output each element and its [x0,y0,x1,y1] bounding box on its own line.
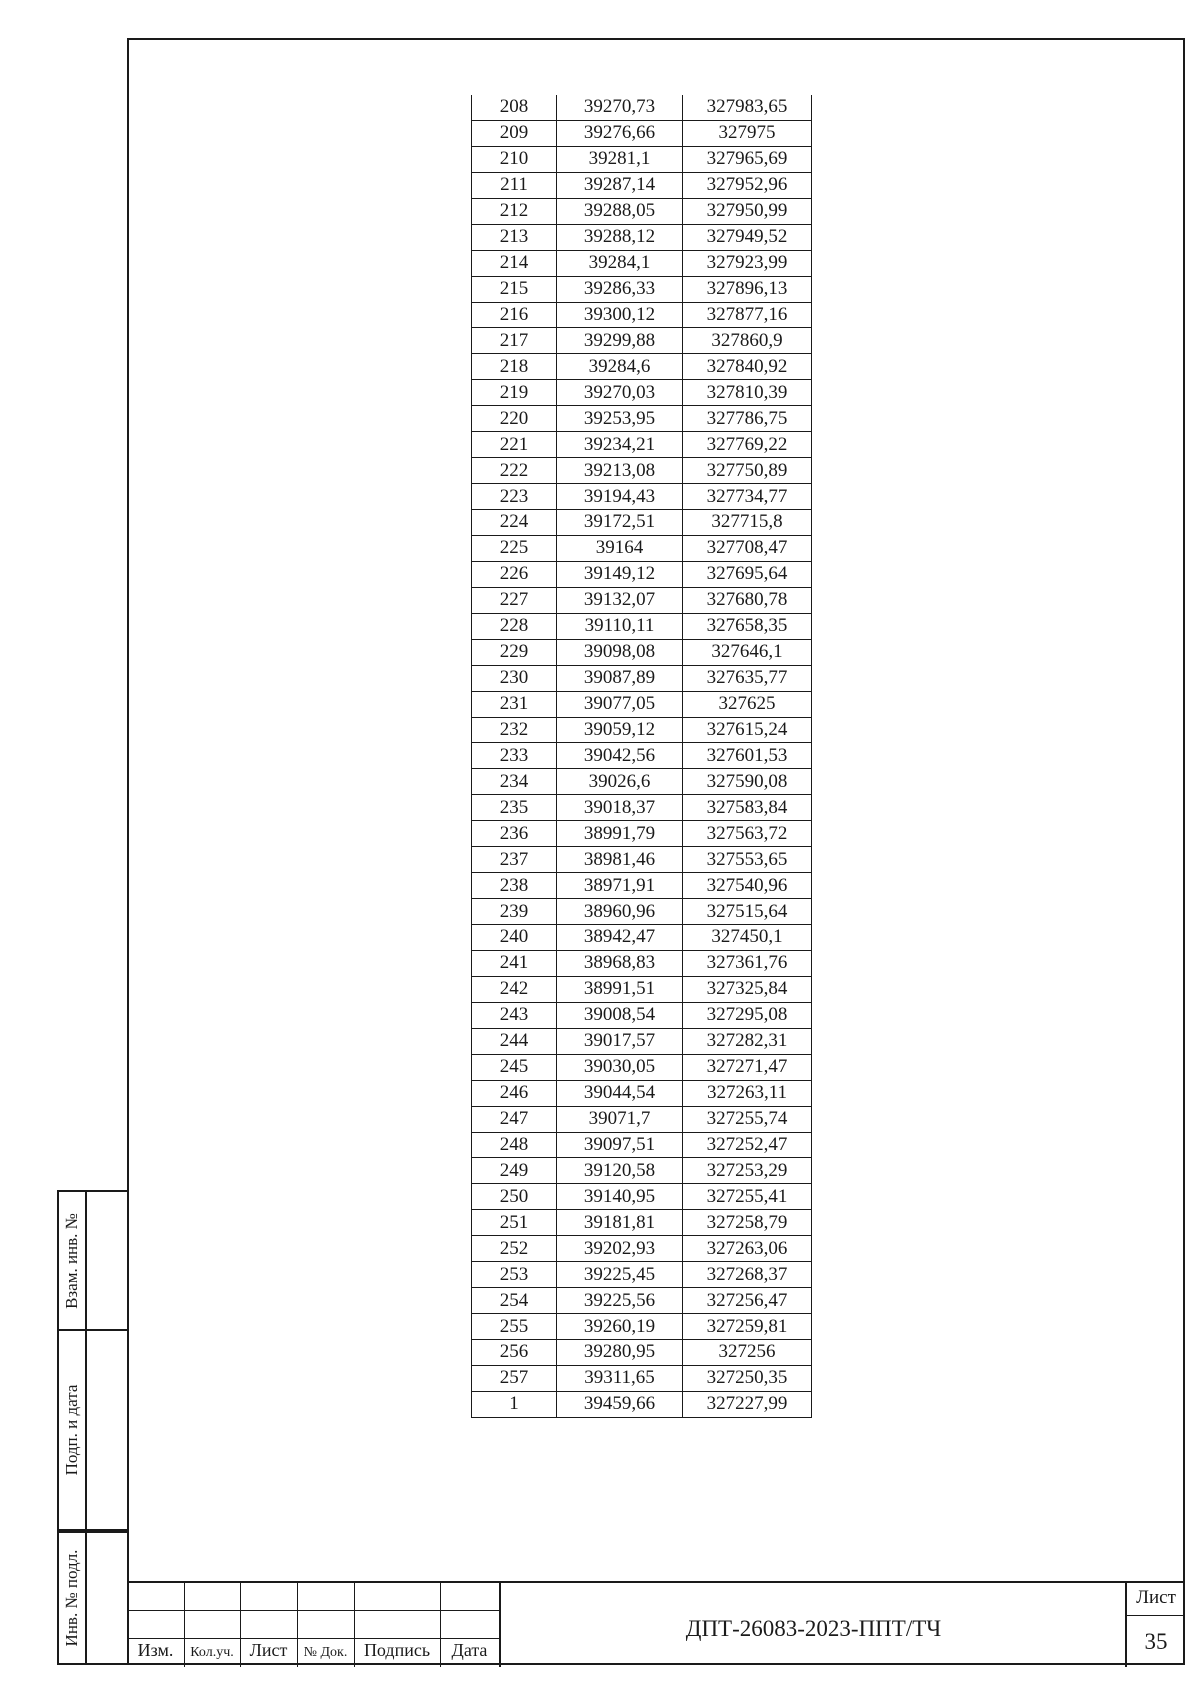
table-row [472,458,812,484]
table-row [472,639,812,665]
y-coordinate: 327282,31 [683,1028,812,1054]
side-label-exchange-inv: Взам. инв. № [62,1212,81,1309]
x-coordinate: 39288,12 [557,224,683,250]
table-row [472,613,812,639]
point-number: 231 [472,691,557,717]
point-number: 254 [472,1288,557,1314]
y-coordinate: 327923,99 [683,250,812,276]
x-coordinate: 39110,11 [557,613,683,639]
y-coordinate: 327325,84 [683,976,812,1002]
y-coordinate: 327263,11 [683,1080,812,1106]
y-coordinate: 327259,81 [683,1314,812,1340]
y-coordinate: 327255,74 [683,1106,812,1132]
point-number: 211 [472,172,557,198]
y-coordinate: 327715,8 [683,510,812,536]
x-coordinate: 39018,37 [557,795,683,821]
point-number: 240 [472,925,557,951]
x-coordinate: 39300,12 [557,302,683,328]
y-coordinate: 327271,47 [683,1054,812,1080]
table-row [472,302,812,328]
point-number: 249 [472,1158,557,1184]
table-row [472,1236,812,1262]
y-coordinate: 327840,92 [683,354,812,380]
y-coordinate: 327268,37 [683,1262,812,1288]
x-coordinate: 39459,66 [557,1391,683,1417]
y-coordinate: 327515,64 [683,899,812,925]
table-row [472,1002,812,1028]
x-coordinate: 38981,46 [557,847,683,873]
x-coordinate: 38942,47 [557,925,683,951]
side-cell-orig-inv [59,1533,87,1663]
y-coordinate: 327695,64 [683,561,812,587]
table-row [472,1158,812,1184]
stamp-row-line-2 [127,1638,500,1639]
x-coordinate: 39234,21 [557,432,683,458]
x-coordinate: 39042,56 [557,743,683,769]
y-coordinate: 327860,9 [683,328,812,354]
point-number: 216 [472,302,557,328]
x-coordinate: 39299,88 [557,328,683,354]
point-number: 242 [472,976,557,1002]
table-row [472,743,812,769]
x-coordinate: 39260,19 [557,1314,683,1340]
side-label-sign-date: Подп. и дата [62,1384,81,1476]
point-number: 209 [472,120,557,146]
point-number: 221 [472,432,557,458]
point-number: 247 [472,1106,557,1132]
stamp-doc-no: № Док. [303,1645,348,1660]
table-row [472,120,812,146]
y-coordinate: 327252,47 [683,1132,812,1158]
table-row [472,1391,812,1417]
table-row [472,976,812,1002]
table-row [472,795,812,821]
x-coordinate: 39311,65 [557,1365,683,1391]
point-number: 236 [472,821,557,847]
y-coordinate: 327553,65 [683,847,812,873]
coordinates-table [471,95,812,1418]
y-coordinate: 327361,76 [683,950,812,976]
y-coordinate: 327590,08 [683,769,812,795]
x-coordinate: 39284,6 [557,354,683,380]
table-row [472,950,812,976]
point-number: 224 [472,510,557,536]
point-number: 235 [472,795,557,821]
x-coordinate: 38991,79 [557,821,683,847]
point-number: 243 [472,1002,557,1028]
y-coordinate: 327255,41 [683,1184,812,1210]
table-row [472,1314,812,1340]
y-coordinate: 327952,96 [683,172,812,198]
x-coordinate: 39281,1 [557,146,683,172]
y-coordinate: 327658,35 [683,613,812,639]
x-coordinate: 39253,95 [557,406,683,432]
y-coordinate: 327256 [683,1340,812,1366]
x-coordinate: 39172,51 [557,510,683,536]
table-row [472,899,812,925]
document-designation: ДПТ-26083-2023-ППТ/ТЧ [685,1616,942,1641]
table-row [472,510,812,536]
point-number: 223 [472,484,557,510]
x-coordinate: 38971,91 [557,873,683,899]
side-cell-sign-date [59,1331,87,1529]
point-number: 214 [472,250,557,276]
y-coordinate: 327615,24 [683,717,812,743]
point-number: 225 [472,535,557,561]
table-row [472,717,812,743]
table-row [472,1028,812,1054]
table-row [472,1184,812,1210]
table-row [472,146,812,172]
x-coordinate: 39280,95 [557,1340,683,1366]
table-row [472,1210,812,1236]
y-coordinate: 327950,99 [683,198,812,224]
table-row [472,484,812,510]
point-number: 244 [472,1028,557,1054]
x-coordinate: 39181,81 [557,1210,683,1236]
x-coordinate: 39132,07 [557,587,683,613]
y-coordinate: 327295,08 [683,1002,812,1028]
table-row [472,587,812,613]
table-row [472,769,812,795]
x-coordinate: 39087,89 [557,665,683,691]
y-coordinate: 327256,47 [683,1288,812,1314]
y-coordinate: 327583,84 [683,795,812,821]
x-coordinate: 39059,12 [557,717,683,743]
point-number: 220 [472,406,557,432]
y-coordinate: 327625 [683,691,812,717]
x-coordinate: 39270,73 [557,95,683,120]
point-number: 255 [472,1314,557,1340]
title-block [127,1581,1185,1665]
side-block-orig-inv [57,1531,127,1665]
x-coordinate: 39194,43 [557,484,683,510]
x-coordinate: 39270,03 [557,380,683,406]
stamp-kol-uch: Кол.уч. [190,1645,234,1660]
table-row [472,1262,812,1288]
table-row [472,406,812,432]
y-coordinate: 327965,69 [683,146,812,172]
x-coordinate: 39008,54 [557,1002,683,1028]
y-coordinate: 327975 [683,120,812,146]
sheet-separator [1127,1615,1185,1616]
table-row [472,1365,812,1391]
table-row [472,172,812,198]
point-number: 256 [472,1340,557,1366]
x-coordinate: 39225,45 [557,1262,683,1288]
table-row [472,1132,812,1158]
point-number: 208 [472,95,557,120]
coordinates-table-body [472,95,812,1417]
table-row [472,432,812,458]
x-coordinate: 39030,05 [557,1054,683,1080]
point-number: 1 [472,1391,557,1417]
point-number: 234 [472,769,557,795]
y-coordinate: 327227,99 [683,1391,812,1417]
x-coordinate: 39164 [557,535,683,561]
point-number: 210 [472,146,557,172]
y-coordinate: 327680,78 [683,587,812,613]
table-row [472,198,812,224]
point-number: 233 [472,743,557,769]
point-number: 251 [472,1210,557,1236]
y-coordinate: 327896,13 [683,276,812,302]
table-row [472,95,812,120]
table-row [472,1080,812,1106]
y-coordinate: 327769,22 [683,432,812,458]
y-coordinate: 327450,1 [683,925,812,951]
x-coordinate: 39044,54 [557,1080,683,1106]
point-number: 232 [472,717,557,743]
x-coordinate: 39098,08 [557,639,683,665]
x-coordinate: 38968,83 [557,950,683,976]
point-number: 212 [472,198,557,224]
table-row [472,535,812,561]
table-row [472,328,812,354]
table-row [472,1054,812,1080]
x-coordinate: 39149,12 [557,561,683,587]
point-number: 228 [472,613,557,639]
point-number: 217 [472,328,557,354]
table-row [472,691,812,717]
table-row [472,276,812,302]
y-coordinate: 327540,96 [683,873,812,899]
y-coordinate: 327646,1 [683,639,812,665]
point-number: 239 [472,899,557,925]
table-row [472,1340,812,1366]
point-number: 226 [472,561,557,587]
y-coordinate: 327563,72 [683,821,812,847]
table-row [472,665,812,691]
table-row [472,250,812,276]
y-coordinate: 327258,79 [683,1210,812,1236]
point-number: 219 [472,380,557,406]
x-coordinate: 39097,51 [557,1132,683,1158]
table-row [472,561,812,587]
point-number: 250 [472,1184,557,1210]
point-number: 245 [472,1054,557,1080]
point-number: 222 [472,458,557,484]
table-row [472,1106,812,1132]
side-block-sign-date [57,1331,127,1531]
point-number: 241 [472,950,557,976]
point-number: 218 [472,354,557,380]
table-row [472,821,812,847]
point-number: 248 [472,1132,557,1158]
point-number: 257 [472,1365,557,1391]
x-coordinate: 39202,93 [557,1236,683,1262]
point-number: 237 [472,847,557,873]
y-coordinate: 327983,65 [683,95,812,120]
x-coordinate: 39077,05 [557,691,683,717]
sheet-number: 35 [1144,1629,1168,1654]
x-coordinate: 39276,66 [557,120,683,146]
x-coordinate: 38991,51 [557,976,683,1002]
y-coordinate: 327786,75 [683,406,812,432]
y-coordinate: 327263,06 [683,1236,812,1262]
table-row [472,1288,812,1314]
x-coordinate: 39288,05 [557,198,683,224]
stamp-date: Дата [451,1640,488,1660]
y-coordinate: 327635,77 [683,665,812,691]
table-row [472,847,812,873]
stamp-row-line-1 [127,1610,500,1611]
y-coordinate: 327750,89 [683,458,812,484]
side-cell-exchange-inv [59,1192,87,1329]
point-number: 227 [472,587,557,613]
y-coordinate: 327949,52 [683,224,812,250]
point-number: 215 [472,276,557,302]
point-number: 238 [472,873,557,899]
x-coordinate: 39286,33 [557,276,683,302]
y-coordinate: 327810,39 [683,380,812,406]
x-coordinate: 39071,7 [557,1106,683,1132]
y-coordinate: 327601,53 [683,743,812,769]
point-number: 230 [472,665,557,691]
table-row [472,873,812,899]
x-coordinate: 39026,6 [557,769,683,795]
y-coordinate: 327250,35 [683,1365,812,1391]
point-number: 229 [472,639,557,665]
stamp-signature: Подпись [363,1640,431,1660]
point-number: 246 [472,1080,557,1106]
y-coordinate: 327734,77 [683,484,812,510]
point-number: 253 [472,1262,557,1288]
x-coordinate: 39225,56 [557,1288,683,1314]
x-coordinate: 38960,96 [557,899,683,925]
sheet-label: Лист [1136,1587,1176,1608]
y-coordinate: 327708,47 [683,535,812,561]
table-row [472,380,812,406]
x-coordinate: 39287,14 [557,172,683,198]
table-row [472,925,812,951]
side-label-orig-inv: Инв. № подл. [62,1549,81,1647]
stamp-izm: Изм. [137,1640,174,1660]
table-row [472,224,812,250]
x-coordinate: 39017,57 [557,1028,683,1054]
table-row [472,354,812,380]
x-coordinate: 39213,08 [557,458,683,484]
x-coordinate: 39120,58 [557,1158,683,1184]
y-coordinate: 327877,16 [683,302,812,328]
x-coordinate: 39140,95 [557,1184,683,1210]
side-block-exchange-inv [57,1190,127,1331]
x-coordinate: 39284,1 [557,250,683,276]
stamp-list: Лист [249,1640,288,1660]
y-coordinate: 327253,29 [683,1158,812,1184]
point-number: 252 [472,1236,557,1262]
point-number: 213 [472,224,557,250]
